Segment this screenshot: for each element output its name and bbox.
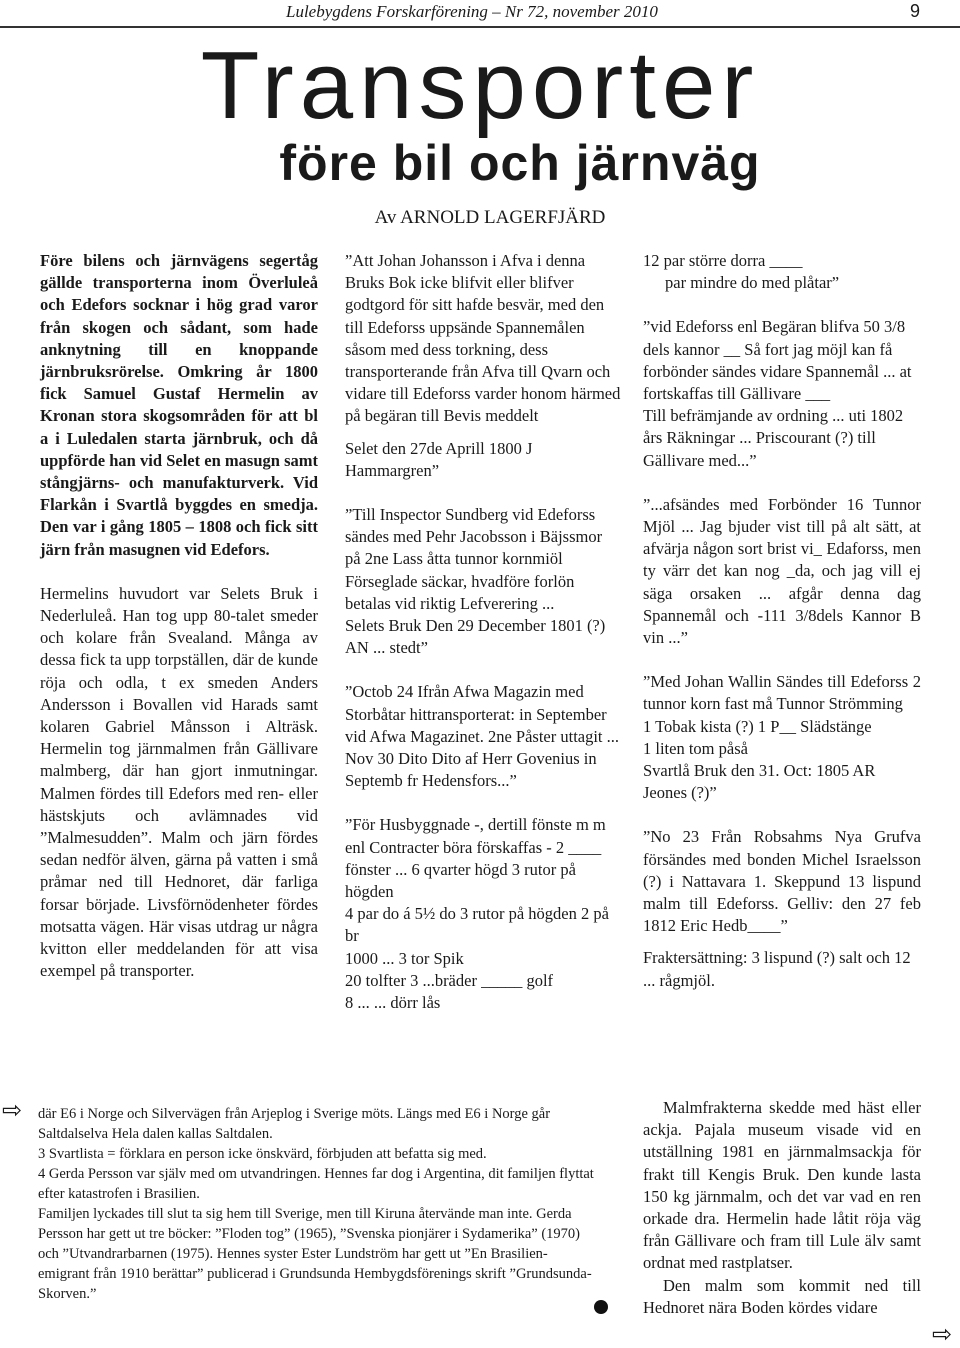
article-title: Transporter	[200, 32, 760, 139]
right-arrow-icon: ⇨	[2, 1096, 23, 1124]
column-2	[345, 250, 621, 1014]
paragraph: Malmfrakterna skedde med häst eller ackja. Pajala museum visade vid en utställning 1981 en järnmalmsackja för frakt till Kengis Bruk. Den kunde lasta 150 kg järnmalm, och det var vad en ren orkade dra. Hermelin hade låtit röja väg från Gällivare och fram till Lule älv samt ordnat med rastplatser.	[643, 1098, 921, 1273]
quote-paragraph: Nov 30 Dito Dito af Herr Govenius in Septemb fr Hedensfors...”	[345, 749, 597, 791]
journal-title: Lulebygdens Forskarförening – Nr 72, november 2010	[286, 2, 658, 21]
quote-paragraph: Fraktersättning: 3 lispund (?) salt och 12 ... rågmjöl.	[643, 948, 911, 990]
footnote: 4 Gerda Persson var själv med om utvandringen. Hennes far dog i Argentina, dit familjen flyttat efter katastrofen i Brasilien.	[38, 1166, 594, 1202]
right-arrow-icon: ⇨	[932, 1320, 953, 1348]
quote-paragraph: 1 Tobak kista (?) 1 P__ Slädstänge	[643, 716, 872, 736]
footnote: 3 Svartlista = förklara en person icke önskvärd, förbjuden att befatta sig med.	[38, 1146, 487, 1162]
footnotes	[38, 1104, 598, 1304]
page-header	[0, 0, 960, 26]
column-3	[643, 250, 921, 992]
quote-paragraph: Selets Bruk Den 29 December 1801 (?) AN ... stedt”	[345, 616, 606, 658]
quote-paragraph: 20 tolfter 3 ...bräder _____ golf	[345, 970, 554, 990]
byline: Av ARNOLD LAGERFJÄRD	[374, 207, 606, 228]
quote-paragraph: Till befrämjande av ordning ... uti 1802 års Räkningar ... Priscourant (?) till Gällivare med...”	[643, 406, 904, 470]
quote-paragraph: ”Att Johan Johansson i Afva i denna Bruks Bok icke blifvit eller blifver godtgord för sitt hafde besvär, med den till Edeforss uppsände Spannemålen såsom med dess torkning, dess transporterande från Afva till Qvarn och vidare till Edeforss varder honom härmed på begäran till Bevis meddelt	[345, 251, 621, 426]
paragraph: Hermelins huvudort var Selets Bruk i Nederluleå. Han tog upp 80-talet smeder och kolare från Svealand. Många av dessa fick ta upp torpställen, där de kunde röja och odla, t ex smeden Anders Andersson i Bovallen vid Harads samt kolaren Gabriel Månsson i Alträsk. Hermelin tog järnmalmen från Gällivare malmberg, där han gjort inmutningar. Malmen fördes till Edefors med ren- eller hästskjuts och avlämnades vid ”Malmesudden”. Malm och järn fördes sedan nedför älven, gärna på vatten i små pråmar ned till Hednoret, där farliga forsar började. Livsförnödenheter fördes motsatta vägen. Här visas utdrag ur några kvitton eller meddelanden för att visa exempel på transporter.	[40, 583, 318, 981]
quote-paragraph: ”...afsändes med Forbönder 16 Tunnor Mjöl ... Jag bjuder vist till på alt sätt, at afvärja någon sort brist vi_ Edaforss, men ty värr det kan nog _da, och jag vill ej säga orsaken ... afgår denna dag Spannemål och -111 3/8dels Kannor B vin ...”	[643, 494, 921, 648]
header-rule	[0, 26, 960, 28]
quote-paragraph: ”Med Johan Wallin Sändes till Edeforss 2 tunnor korn fast må Tunnor Strömming	[643, 672, 921, 714]
quote-paragraph: Svartlå Bruk den 31. Oct: 1805 AR Jeones (?)”	[643, 761, 876, 803]
quote-paragraph: ”Till Inspector Sundberg vid Edeforss sändes med Pehr Jacobsson i Bäjssmor på 2ne Lass åtta tunnor kornmiöl Förseglade säckar, hvadföre forlön betalas vid riktig Lefverering ...	[345, 505, 603, 613]
quote-paragraph: par mindre do med plåtar”	[665, 273, 840, 293]
column-3-continuation	[643, 1097, 921, 1319]
quote-paragraph: 1000 ... 3 tor Spik	[345, 948, 464, 968]
article-subtitle: före bil och järnväg	[279, 135, 761, 191]
end-bullet-icon	[594, 1300, 608, 1314]
quote-paragraph: 8 ... ... dörr lås	[345, 993, 441, 1013]
footnote: Familjen lyckades till slut ta sig hem till Sverige, men till Kiruna återvände man inte. Gerda Persson har gett ut tre böcker: ”Floden tog” (1965), ”Svenska pionjärer i Sydamerika” (1970) och ”Utvandrarbarnen (1975). Hennes syster Ester Lundström har gett ut ”En Brasilien-emigrant från 1910 berättar” publicerad i Grundsunda Hembygdsförenings skrift ”Grundsunda-Skorven.”	[38, 1206, 592, 1302]
quote-paragraph: ”No 23 Från Robsahms Nya Grufva försändes med bonden Michel Israelsson (?) i Nattavara 1. Skeppund 13 lispund malm till Edeforss. Gelliv: den 27 feb 1812 Eric Hedb____”	[643, 827, 921, 936]
lead-paragraph: Före bilens och järnvägens segertåg gällde transporterna inom Överluleå och Edefors socknar i hög grad varor från skogen och sådant, som hade anknytning till en knoppande järnbruksrörelse. Omkring år 1800 fick Samuel Gustaf Hermelin av Kronan stora skogsområden för att bl a i Luledalen starta järnbruk, och då uppförde han vid Selet en masugn samt stångjärns- och manufakturverk. Vid Flarkån i Svartlå byggdes en smedja. Den var i gång 1805 – 1808 och fick sitt järn från masugnen vid Edefors.	[40, 251, 318, 559]
quote-paragraph: 12 par större dorra ____	[643, 251, 803, 270]
quote-paragraph: ”Octob 24 Ifrån Afwa Magazin med Storbåtar hittransporterat: in September vid Afwa Magazinet. 2ne Påster uttagit ...	[345, 682, 620, 746]
footnote: där E6 i Norge och Silvervägen från Arjeplog i Sverige möts. Längs med E6 i Norge går Saltdalselva Hela dalen kallas Saltdalen.	[38, 1106, 551, 1142]
quote-paragraph: 4 par do á 5½ do 3 rutor på högden 2 på br	[345, 904, 609, 946]
quote-paragraph: Selet den 27de Aprill 1800 J Hammargren”	[345, 438, 533, 480]
quote-paragraph: 1 liten tom påså	[643, 738, 748, 758]
page-number: 9	[909, 1, 920, 21]
quote-paragraph: ”vid Edeforss enl Begäran blifva 50 3/8 dels kannor __ Så fort jag möjl kan få forbönder sändes vidare Spannemål ... at fortskaffas till Gällivare ___	[643, 317, 912, 404]
column-1	[40, 250, 318, 983]
paragraph: Den malm som kommit ned till Hednoret nära Boden kördes vidare	[643, 1275, 921, 1317]
quote-paragraph: ”För Husbyggnade -, dertill fönste m m enl Contracter böra förskaffas - 2 ____ fönster ... 6 qvarter högd 3 rutor på högden	[345, 815, 606, 902]
